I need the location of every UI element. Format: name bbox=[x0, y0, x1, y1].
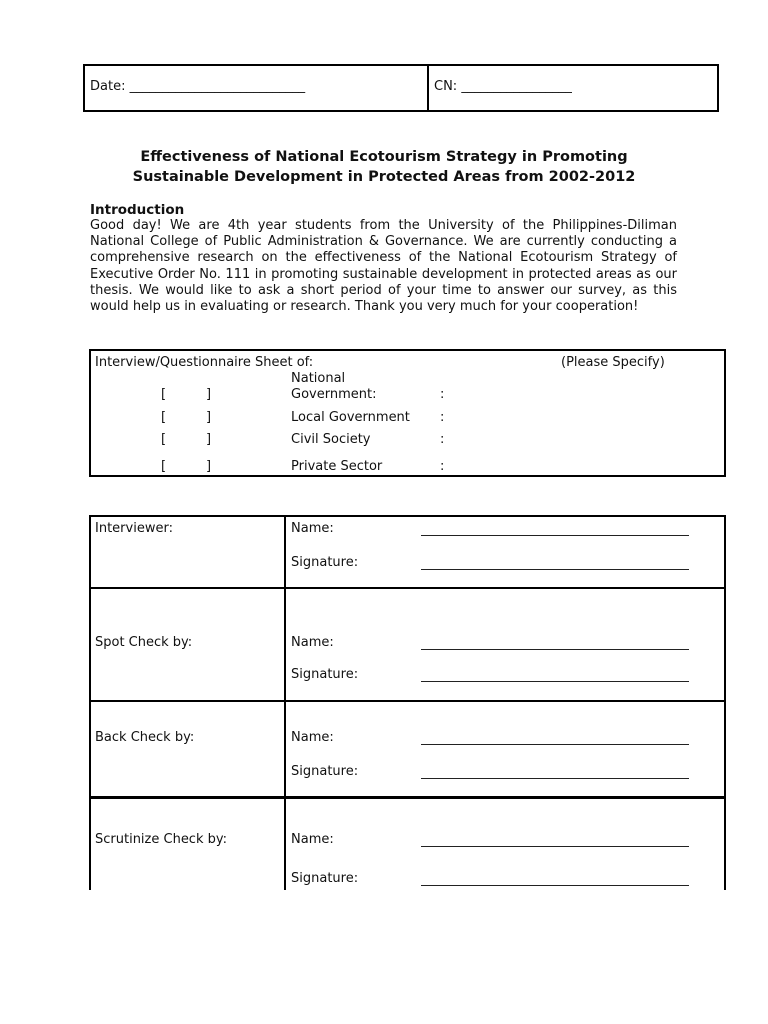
option-colon: : bbox=[440, 432, 445, 447]
option-private-sector: Private Sector bbox=[291, 459, 383, 474]
table-border-top bbox=[89, 515, 726, 517]
document-title-line2: Sustainable Development in Protected Areas from 2002-2012 bbox=[132, 169, 636, 185]
scrutinize-check-signature-label: Signature: bbox=[291, 871, 359, 886]
spot-check-signature-label: Signature: bbox=[291, 667, 359, 682]
option-national-government-line1: National bbox=[291, 371, 346, 386]
interviewer-name-field[interactable] bbox=[421, 535, 689, 536]
document-title-line1: Effectiveness of National Ecotourism Strategy in Promoting bbox=[140, 149, 628, 165]
interviewer-label: Interviewer: bbox=[95, 521, 173, 536]
spot-check-name-field[interactable] bbox=[421, 649, 689, 650]
checkbox-national-government-open[interactable]: [ bbox=[161, 387, 167, 402]
interviewer-signature-label: Signature: bbox=[291, 555, 359, 570]
please-specify-label: (Please Specify) bbox=[561, 355, 665, 370]
checkbox-civil-society-close[interactable]: ] bbox=[206, 432, 212, 447]
table-column-divider bbox=[284, 515, 286, 890]
table-border-right bbox=[724, 515, 726, 890]
checkbox-civil-society-open[interactable]: [ bbox=[161, 432, 167, 447]
back-check-name-field[interactable] bbox=[421, 744, 689, 745]
introduction-heading: Introduction bbox=[90, 202, 185, 218]
checkbox-private-sector-close[interactable]: ] bbox=[206, 459, 212, 474]
option-local-government: Local Government bbox=[291, 410, 410, 425]
interviewer-signature-field[interactable] bbox=[421, 569, 689, 570]
scrutinize-check-name-label: Name: bbox=[291, 832, 334, 847]
table-divider bbox=[89, 587, 726, 589]
scrutinize-check-signature-field[interactable] bbox=[421, 885, 689, 886]
introduction-paragraph: Good day! We are 4th year students from the University of the Philippines-Diliman National College of Public Administration & Governance. We are currently conducting a comprehensive research on the effectiveness of the National Ecotourism Strategy of Executive Order No. 111 in promoting sustainable development in protected areas as our thesis. We would like to ask a short period of your time to answer our survey, as this would help us in evaluating or research. Thank you very much for your cooperation! bbox=[90, 218, 677, 315]
scrutinize-check-label: Scrutinize Check by: bbox=[95, 832, 227, 847]
option-colon: : bbox=[440, 459, 445, 474]
interviewer-name-label: Name: bbox=[291, 521, 334, 536]
back-check-signature-label: Signature: bbox=[291, 764, 359, 779]
spot-check-name-label: Name: bbox=[291, 635, 334, 650]
back-check-name-label: Name: bbox=[291, 730, 334, 745]
checkbox-national-government-close[interactable]: ] bbox=[206, 387, 212, 402]
option-civil-society: Civil Society bbox=[291, 432, 371, 447]
back-check-label: Back Check by: bbox=[95, 730, 195, 745]
table-divider bbox=[89, 796, 726, 799]
back-check-signature-field[interactable] bbox=[421, 778, 689, 779]
spot-check-signature-field[interactable] bbox=[421, 681, 689, 682]
questionnaire-heading: Interview/Questionnaire Sheet of: bbox=[95, 355, 314, 370]
cn-field[interactable]: CN: _________________ bbox=[434, 79, 572, 94]
option-national-government-line2: Government: bbox=[291, 387, 377, 402]
option-colon: : bbox=[440, 410, 445, 425]
date-field[interactable]: Date: ___________________________ bbox=[90, 79, 306, 94]
checkbox-private-sector-open[interactable]: [ bbox=[161, 459, 167, 474]
table-divider bbox=[89, 700, 726, 702]
option-colon: : bbox=[440, 387, 445, 402]
header-divider bbox=[427, 64, 429, 112]
checkbox-local-government-open[interactable]: [ bbox=[161, 410, 167, 425]
table-border-left bbox=[89, 515, 91, 890]
scrutinize-check-name-field[interactable] bbox=[421, 846, 689, 847]
spot-check-label: Spot Check by: bbox=[95, 635, 193, 650]
checkbox-local-government-close[interactable]: ] bbox=[206, 410, 212, 425]
